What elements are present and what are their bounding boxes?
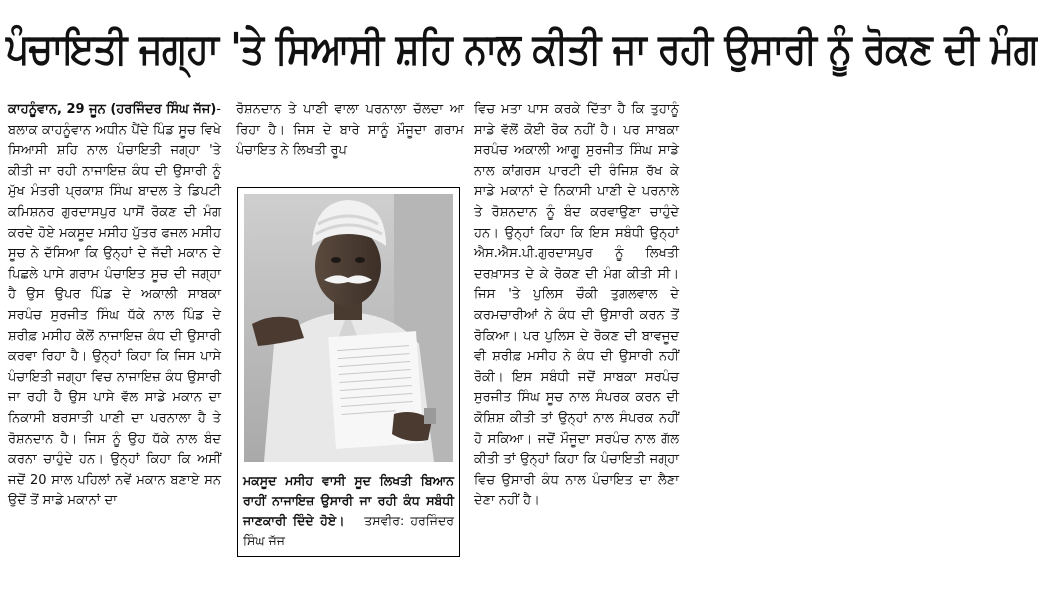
article-text-col2: ਰੋਸ਼ਨਦਾਨ ਤੇ ਪਾਣੀ ਵਾਲਾ ਪਰਨਾਲਾ ਚੱਲਦਾ ਆ ਰਿਹਾ ਹੈ। ਜਿਸ ਦੇ ਬਾਰੇ ਸਾਨੂੰ ਮੌਜੂਦਾ ਗਰਾਮ ਪੰਚਾਇਤ ਨੇ ਲਿਖਤੀ ਰੂਪ bbox=[236, 102, 464, 159]
photo-box bbox=[237, 187, 460, 557]
article-column-3 bbox=[474, 100, 679, 590]
man-holding-letter-photo bbox=[244, 194, 453, 462]
dateline: ਕਾਹਨੂੰਵਾਨ, 29 ਜੂਨ (ਹਰਜਿੰਦਰ ਸਿੰਘ ਜੱਜ) bbox=[8, 102, 217, 117]
article-text-col1: -ਬਲਾਕ ਕਾਹਨੂੰਵਾਨ ਅਧੀਨ ਪੈਂਦੇ ਪਿੰਡ ਸੂਚ ਵਿਖੇ ਸਿਆਸੀ ਸ਼ਹਿ ਨਾਲ ਪੰਚਾਇਤੀ ਜਗ੍ਹਾ 'ਤੇ ਕੀਤੀ ਜਾ ਰਹੀ ਨਾਜਾਇਜ਼ ਕੰਧ ਦੀ ਉਸਾਰੀ ਨੂੰ ਮੁੱਖ ਮੰਤਰੀ ਪ੍ਰਕਾਸ਼ ਸਿੰਘ ਬਾਦਲ ਤੇ ਡਿਪਟੀ ਕਮਿਸ਼ਨਰ ਗੁਰਦਾਸਪੁਰ ਪਾਸੋਂ ਰੋਕਣ ਦੀ ਮੰਗ ਕਰਦੇ ਹੋਏ ਮਕਸੂਦ ਮਸੀਹ ਪੁੱਤਰ ਫਜਲ ਮਸੀਹ ਸੂਚ ਨੇ ਦੱਸਿਆ ਕਿ ਉਨ੍ਹਾਂ ਦੇ ਜੱਦੀ ਮਕਾਨ ਦੇ ਪਿਛਲੇ ਪਾਸੇ ਗਰਾਮ ਪੰਚਾਇਤ ਸੂਚ ਦੀ ਜਗ੍ਹਾ ਹੈ ਉਸ ਉਪਰ ਪਿੰਡ ਦੇ ਅਕਾਲੀ ਸਾਬਕਾ ਸਰਪੰਚ ਸੁਰਜੀਤ ਸਿੰਘ ਧੱਕੇ ਨਾਲ ਪਿੰਡ ਦੇ ਸ਼ਰੀਫ਼ ਮਸੀਹ ਕੋਲੋਂ ਨਾਜਾਇਜ਼ ਕੰਧ ਦੀ ਉਸਾਰੀ ਕਰਵਾ ਰਿਹਾ ਹੈ। ਉਨ੍ਹਾਂ ਕਿਹਾ ਕਿ ਜਿਸ ਪਾਸੇ ਪੰਚਾਇਤੀ ਜਗ੍ਹਾ ਵਿਚ ਨਾਜਾਇਜ਼ ਕੰਧ ਉਸਾਰੀ ਜਾ ਰਹੀ ਹੈ ਉਸ ਪਾਸੇ ਵੱਲ ਸਾਡੇ ਮਕਾਨ ਦਾ ਨਿਕਾਸੀ ਬਰਸਾਤੀ ਪਾਣੀ ਦਾ ਪਰਨਾਲਾ ਹੈ ਤੇ ਰੋਸ਼ਨਦਾਨ ਹੈ। ਜਿਸ ਨੂੰ ਉਹ ਧੱਕੇ ਨਾਲ ਬੰਦ ਕਰਨਾ ਚਾਹੁੰਦੇ ਹਨ। ਉਨ੍ਹਾਂ ਕਿਹਾ ਕਿ ਅਸੀਂ ਜਦੋਂ 20 ਸਾਲ ਪਹਿਲਾਂ ਨਵੇਂ ਮਕਾਨ ਬਣਾਏ ਸਨ ਉਦੋਂ ਤੋਂ ਸਾਡੇ ਮਕਾਨਾਂ ਦਾ bbox=[8, 102, 221, 509]
article-text-col3: ਵਿਚ ਮਤਾ ਪਾਸ ਕਰਕੇ ਦਿੱਤਾ ਹੈ ਕਿ ਤੁਹਾਨੂੰ ਸਾਡੇ ਵੱਲੋਂ ਕੋਈ ਰੋਕ ਨਹੀਂ ਹੈ। ਪਰ ਸਾਬਕਾ ਸਰਪੰਚ ਅਕਾਲੀ ਆਗੂ ਸੁਰਜੀਤ ਸਿੰਘ ਸਾਡੇ ਨਾਲ ਕਾਂਗਰਸ ਪਾਰਟੀ ਦੀ ਰੰਜਿਸ਼ ਰੱਖ ਕੇ ਸਾਡੇ ਮਕਾਨਾਂ ਦੇ ਨਿਕਾਸੀ ਪਾਣੀ ਦੇ ਪਰਨਾਲੇ ਤੇ ਰੋਸ਼ਨਦਾਨ ਨੂੰ ਬੰਦ ਕਰਵਾਉਣਾ ਚਾਹੁੰਦੇ ਹਨ। ਉਨ੍ਹਾਂ ਕਿਹਾ ਕਿ ਇਸ ਸਬੰਧੀ ਉਨ੍ਹਾਂ ਐਸ.ਐਸ.ਪੀ.ਗੁਰਦਾਸਪੁਰ ਨੂੰ ਲਿਖਤੀ ਦਰਖ਼ਾਸਤ ਦੇ ਕੇ ਰੋਕਣ ਦੀ ਮੰਗ ਕੀਤੀ ਸੀ। ਜਿਸ 'ਤੇ ਪੁਲਿਸ ਚੌਕੀ ਤੁਗਲਵਾਲ ਦੇ ਕਰਮਚਾਰੀਆਂ ਨੇ ਕੰਧ ਦੀ ਉਸਾਰੀ ਕਰਨ ਤੋਂ ਰੋਕਿਆ। ਪਰ ਪੁਲਿਸ ਦੇ ਰੋਕਣ ਦੀ ਬਾਵਜੂਦ ਵੀ ਸ਼ਰੀਫ਼ ਮਸੀਹ ਨੇ ਕੰਧ ਦੀ ਉਸਾਰੀ ਨਹੀਂ ਰੋਕੀ। ਇਸ ਸਬੰਧੀ ਜਦੋਂ ਸਾਬਕਾ ਸਰਪੰਚ ਸੁਰਜੀਤ ਸਿੰਘ ਸੂਚ ਨਾਲ ਸੰਪਰਕ ਕਰਨ ਦੀ ਕੋਸ਼ਿਸ਼ ਕੀਤੀ ਤਾਂ ਉਨ੍ਹਾਂ ਨਾਲ ਸੰਪਰਕ ਨਹੀਂ ਹੋ ਸਕਿਆ। ਜਦੋਂ ਮੌਜੂਦਾ ਸਰਪੰਚ ਨਾਲ ਗੱਲ ਕੀਤੀ ਤਾਂ ਉਨ੍ਹਾਂ ਕਿਹਾ ਕਿ ਪੰਚਾਇਤੀ ਜਗ੍ਹਾ ਵਿਚ ਉਸਾਰੀ ਕੰਧ ਨਾਲ ਪੰਚਾਇਤ ਦਾ ਲੈਣਾ ਦੇਣਾ ਨਹੀਂ ਹੈ। bbox=[474, 102, 679, 509]
photo-credit: ਤਸਵੀਰ: ਹਰਜਿੰਦਰ ਸਿੰਘ ਜੱਜ bbox=[243, 513, 454, 548]
article-column-2 bbox=[236, 100, 464, 180]
photo-caption bbox=[243, 471, 454, 551]
article-column-1 bbox=[8, 100, 221, 590]
caption-text: ਮਕਸੂਦ ਮਸੀਹ ਵਾਸੀ ਸੂਦ ਲਿਖਤੀ ਬਿਆਨ ਰਾਹੀਂ ਨਾਜਾਇਜ਼ ਉਸਾਰੀ ਜਾ ਰਹੀ ਕੰਧ ਸਬੰਧੀ ਜਾਣਕਾਰੀ ਦਿੰਦੇ ਹੋਏ। bbox=[243, 473, 454, 528]
headline: ਪੰਚਾਇਤੀ ਜਗ੍ਹਾ 'ਤੇ ਸਿਆਸੀ ਸ਼ਹਿ ਨਾਲ ਕੀਤੀ ਜਾ ਰਹੀ ਉਸਾਰੀ ਨੂੰ ਰੋਕਣ ਦੀ ਮੰਗ bbox=[6, 25, 1038, 74]
article-paragraph bbox=[8, 100, 221, 512]
photo-illustration bbox=[244, 194, 453, 462]
